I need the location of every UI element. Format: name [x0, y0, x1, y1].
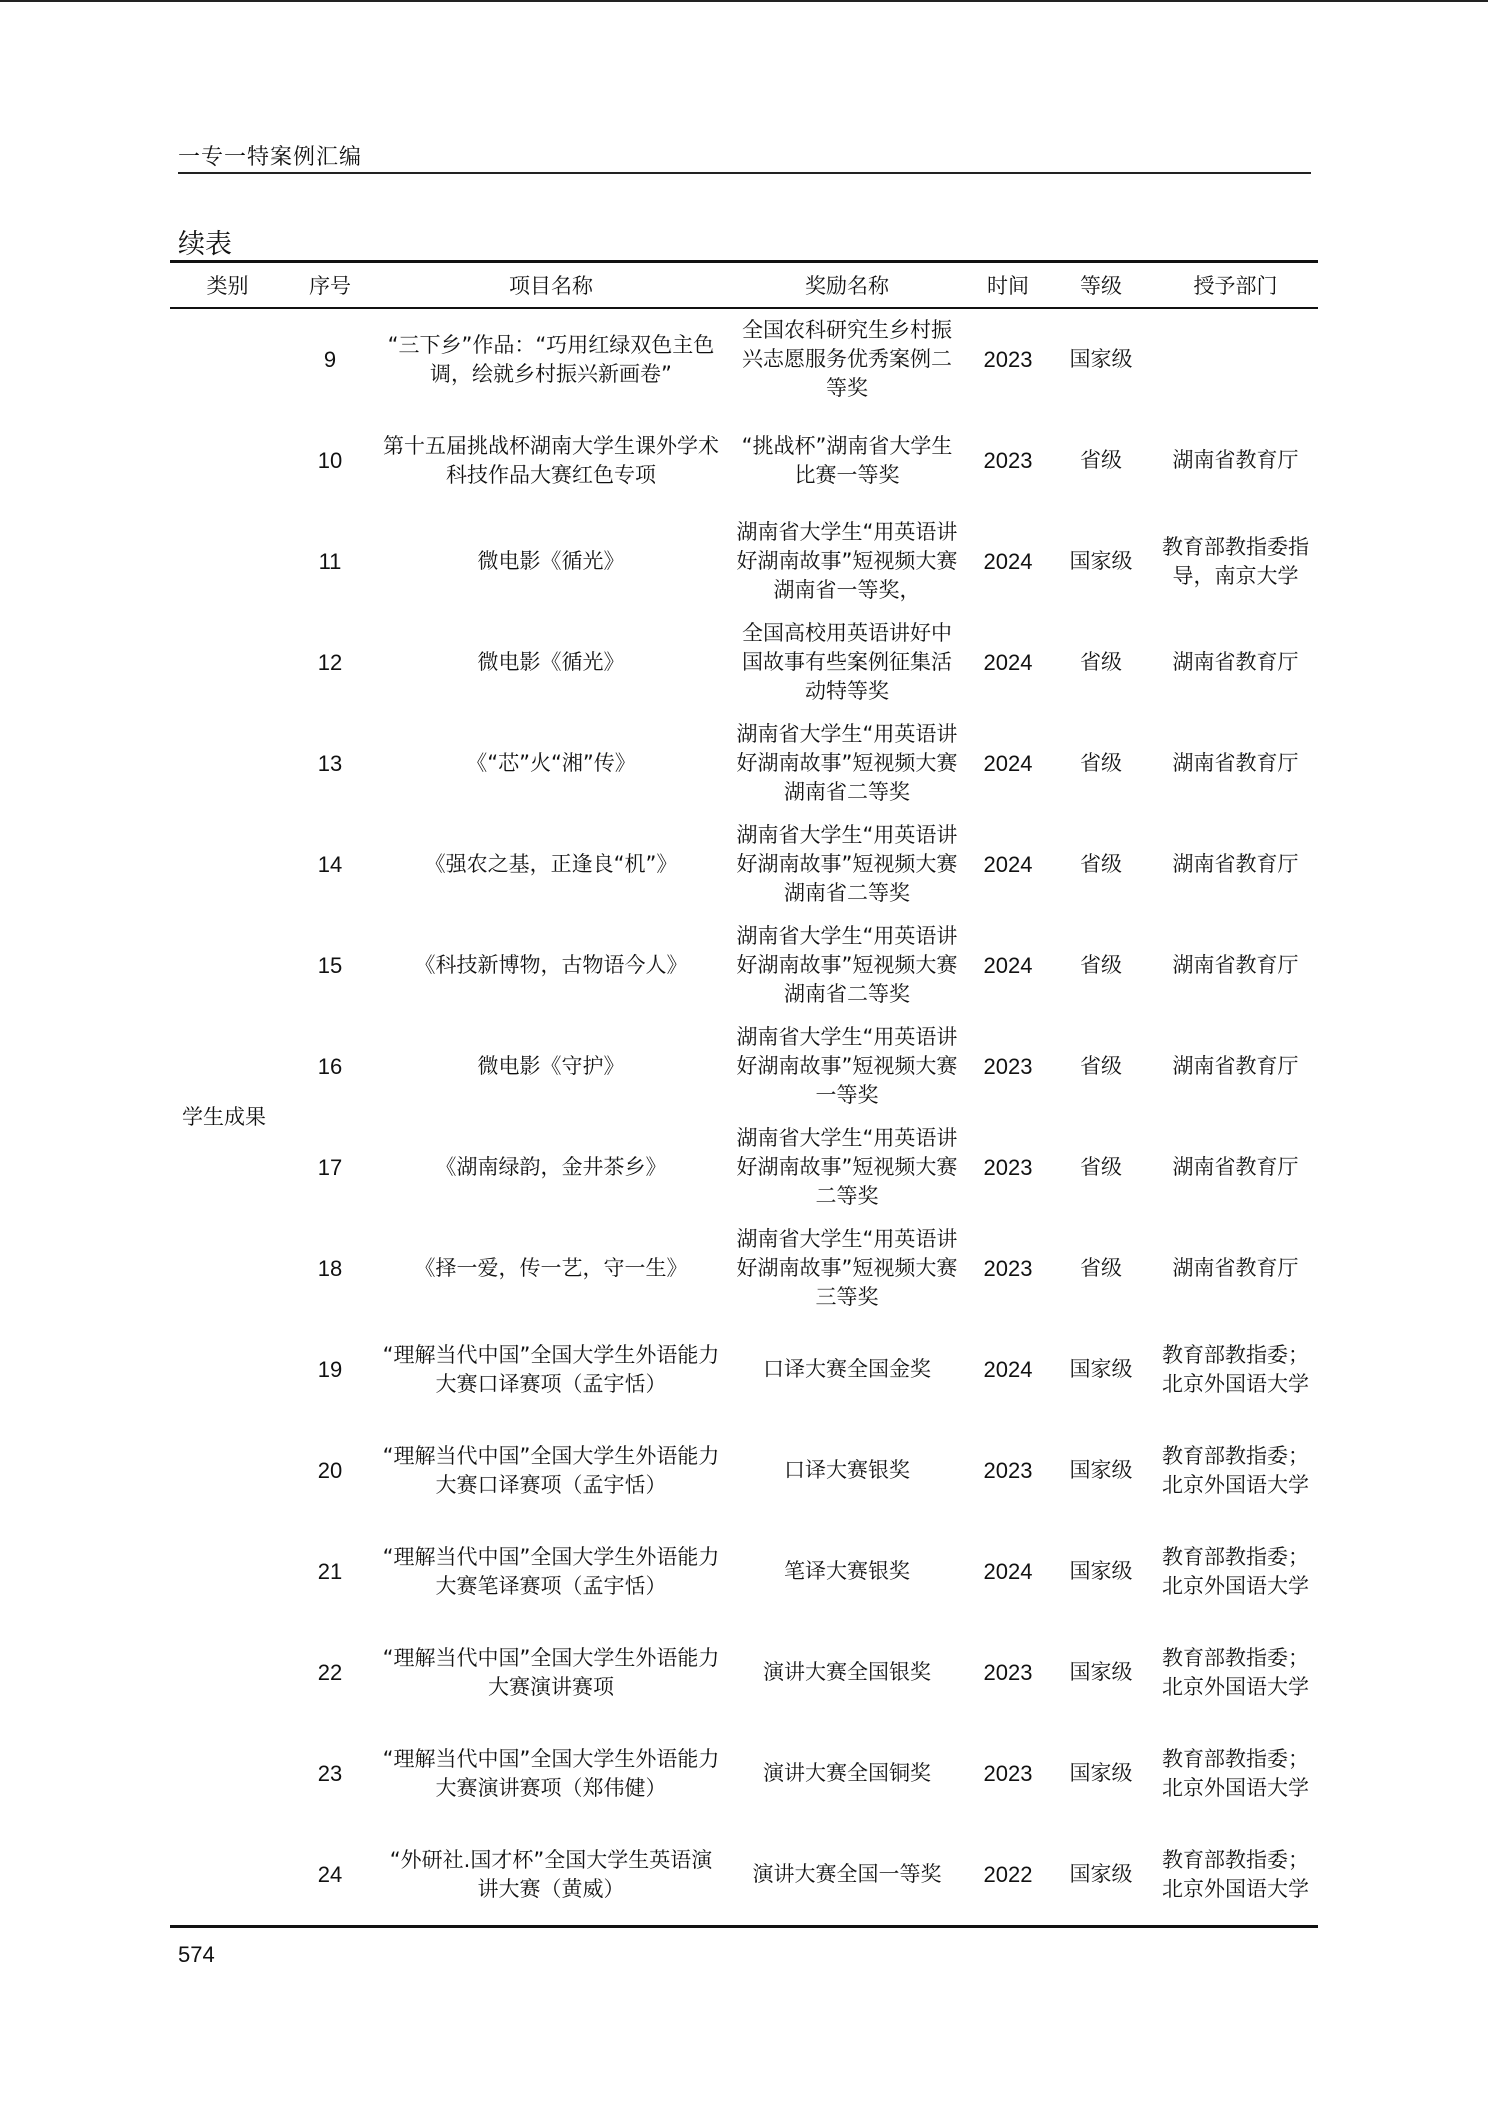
award-level: 国家级	[1069, 347, 1133, 371]
row-number: 12	[317, 650, 343, 675]
row-number: 11	[318, 549, 342, 574]
table-row	[170, 1420, 1318, 1521]
table-row	[170, 1218, 1318, 1319]
award-year: 2024	[983, 650, 1033, 675]
row-number: 15	[317, 953, 343, 978]
granting-department: 湖南省教育厅	[1172, 448, 1299, 472]
project-name: “理解当代中国”全国大学生外语能力大赛演讲赛项	[382, 1645, 720, 1699]
column-header-level: 等级	[1049, 262, 1153, 309]
project-name: 《科技新博物，古物语今人》	[414, 953, 688, 977]
project-name: 《强农之基，正逢良“机”》	[424, 852, 678, 876]
project-name: “理解当代中国”全国大学生外语能力大赛口译赛项（孟宇恬）	[382, 1342, 720, 1396]
table-row	[170, 1824, 1318, 1927]
column-header-category: 类别	[170, 262, 285, 309]
column-header-department: 授予部门	[1153, 262, 1318, 309]
award-level: 省级	[1080, 1054, 1122, 1078]
awards-table	[170, 260, 1318, 1928]
row-number: 13	[317, 751, 343, 776]
granting-department: 教育部教指委指导，南京大学	[1162, 534, 1309, 588]
row-number: 17	[317, 1155, 343, 1180]
project-name: 微电影《循光》	[477, 549, 625, 573]
table-row	[170, 1016, 1318, 1117]
award-level: 省级	[1080, 751, 1122, 775]
granting-department: 湖南省教育厅	[1172, 1155, 1299, 1179]
row-number: 16	[317, 1054, 343, 1079]
column-header-project: 项目名称	[375, 262, 727, 309]
award-name: 湖南省大学生“用英语讲好湖南故事”短视频大赛湖南省一等奖，	[736, 520, 958, 602]
award-level: 省级	[1080, 1256, 1122, 1280]
award-name: 湖南省大学生“用英语讲好湖南故事”短视频大赛湖南省二等奖	[736, 924, 958, 1006]
award-name: 湖南省大学生“用英语讲好湖南故事”短视频大赛湖南省二等奖	[736, 722, 958, 804]
running-header: 一专一特案例汇编	[178, 145, 363, 170]
award-level: 国家级	[1069, 1559, 1133, 1583]
granting-department: 湖南省教育厅	[1172, 852, 1299, 876]
award-year: 2024	[983, 953, 1033, 978]
top-border-rule	[0, 0, 1488, 2]
row-number: 18	[317, 1256, 343, 1281]
table-row	[170, 612, 1318, 713]
award-year: 2023	[983, 1054, 1033, 1079]
project-name: 微电影《循光》	[477, 650, 625, 674]
award-name: “挑战杯”湖南省大学生比赛一等奖	[741, 433, 953, 487]
table-row	[170, 1521, 1318, 1622]
award-year: 2024	[983, 1357, 1033, 1382]
table-row	[170, 713, 1318, 814]
row-number: 19	[317, 1357, 343, 1382]
project-name: 《湖南绿韵，金井茶乡》	[435, 1155, 667, 1179]
granting-department: 教育部教指委；北京外国语大学	[1162, 1544, 1309, 1598]
granting-department: 教育部教指委；北京外国语大学	[1153, 1824, 1318, 1927]
project-name: “理解当代中国”全国大学生外语能力大赛口译赛项（孟宇恬）	[382, 1443, 720, 1497]
award-year: 2023	[983, 1458, 1033, 1483]
award-level: 国家级	[1049, 1824, 1153, 1927]
award-year: 2023	[983, 347, 1033, 372]
granting-department: 湖南省教育厅	[1172, 1256, 1299, 1280]
award-level: 省级	[1080, 650, 1122, 674]
page-number: 574	[178, 1942, 215, 1967]
granting-department: 教育部教指委；北京外国语大学	[1162, 1746, 1309, 1800]
project-name: 《择一爱，传一艺，守一生》	[414, 1256, 688, 1280]
table-caption: 续表	[178, 229, 232, 260]
award-name: 湖南省大学生“用英语讲好湖南故事”短视频大赛三等奖	[736, 1227, 958, 1309]
project-name: “理解当代中国”全国大学生外语能力大赛演讲赛项（郑伟健）	[382, 1746, 720, 1800]
table-body	[170, 308, 1318, 1927]
granting-department: 教育部教指委；北京外国语大学	[1162, 1645, 1309, 1699]
award-name: 口译大赛银奖	[784, 1458, 910, 1482]
award-level: 省级	[1080, 1155, 1122, 1179]
award-level: 国家级	[1069, 549, 1133, 573]
award-name: 演讲大赛全国一等奖	[727, 1824, 967, 1927]
table-row	[170, 814, 1318, 915]
column-header-number: 序号	[285, 262, 375, 309]
row-number: 22	[317, 1660, 343, 1685]
award-year: 2023	[983, 1660, 1033, 1685]
award-name: 演讲大赛全国银奖	[763, 1660, 931, 1684]
row-number: 9	[323, 347, 337, 372]
award-name: 全国农科研究生乡村振兴志愿服务优秀案例二等奖	[742, 318, 952, 400]
award-level: 国家级	[1069, 1357, 1133, 1381]
project-name: “理解当代中国”全国大学生外语能力大赛笔译赛项（孟宇恬）	[382, 1544, 720, 1598]
category-cell: 学生成果	[170, 308, 285, 1927]
table-header-row	[170, 262, 1318, 309]
award-name: 笔译大赛银奖	[784, 1559, 910, 1583]
project-name: 《“芯”火“湘”传》	[466, 751, 636, 775]
project-name: “三下乡”作品：“巧用红绿双色主色调，绘就乡村振兴新画卷”	[387, 332, 715, 386]
award-year: 2024	[983, 1559, 1033, 1584]
row-number: 10	[317, 448, 343, 473]
header-rule	[178, 172, 1311, 174]
row-number: 23	[317, 1761, 343, 1786]
award-level: 省级	[1080, 448, 1122, 472]
granting-department	[1153, 308, 1318, 410]
granting-department: 教育部教指委；北京外国语大学	[1162, 1443, 1309, 1497]
row-number: 24	[285, 1824, 375, 1927]
award-name: 全国高校用英语讲好中国故事有些案例征集活动特等奖	[742, 621, 952, 703]
awards-table-container	[170, 260, 1318, 1928]
project-name: “外研社.国才杯”全国大学生英语演讲大赛（黄威）	[375, 1824, 727, 1927]
table-row	[170, 1723, 1318, 1824]
table-row	[170, 915, 1318, 1016]
award-year: 2024	[983, 751, 1033, 776]
award-level: 国家级	[1069, 1660, 1133, 1684]
award-name: 湖南省大学生“用英语讲好湖南故事”短视频大赛湖南省二等奖	[736, 823, 958, 905]
granting-department: 湖南省教育厅	[1172, 953, 1299, 977]
award-level: 国家级	[1069, 1761, 1133, 1785]
granting-department: 教育部教指委；北京外国语大学	[1162, 1342, 1309, 1396]
row-number: 21	[317, 1559, 343, 1584]
row-number: 14	[317, 852, 343, 877]
award-year: 2023	[983, 1256, 1033, 1281]
award-year: 2023	[983, 1155, 1033, 1180]
award-year: 2022	[967, 1824, 1049, 1927]
award-name: 口译大赛全国金奖	[763, 1357, 931, 1381]
table-row	[170, 511, 1318, 612]
table-row	[170, 308, 1318, 410]
table-row	[170, 1622, 1318, 1723]
granting-department: 湖南省教育厅	[1172, 751, 1299, 775]
award-name: 湖南省大学生“用英语讲好湖南故事”短视频大赛一等奖	[736, 1025, 958, 1107]
award-level: 省级	[1080, 852, 1122, 876]
award-year: 2024	[983, 852, 1033, 877]
row-number: 20	[317, 1458, 343, 1483]
granting-department: 湖南省教育厅	[1172, 1054, 1299, 1078]
award-level: 省级	[1080, 953, 1122, 977]
column-header-year: 时间	[967, 262, 1049, 309]
award-year: 2023	[983, 1761, 1033, 1786]
award-level: 国家级	[1069, 1458, 1133, 1482]
granting-department: 湖南省教育厅	[1172, 650, 1299, 674]
award-name: 湖南省大学生“用英语讲好湖南故事”短视频大赛二等奖	[736, 1126, 958, 1208]
project-name: 第十五届挑战杯湖南大学生课外学术科技作品大赛红色专项	[383, 433, 719, 487]
award-year: 2024	[983, 549, 1033, 574]
table-row	[170, 1117, 1318, 1218]
award-year: 2023	[983, 448, 1033, 473]
column-header-award: 奖励名称	[727, 262, 967, 309]
table-row	[170, 410, 1318, 511]
project-name: 微电影《守护》	[477, 1054, 625, 1078]
table-row	[170, 1319, 1318, 1420]
award-name: 演讲大赛全国铜奖	[763, 1761, 931, 1785]
